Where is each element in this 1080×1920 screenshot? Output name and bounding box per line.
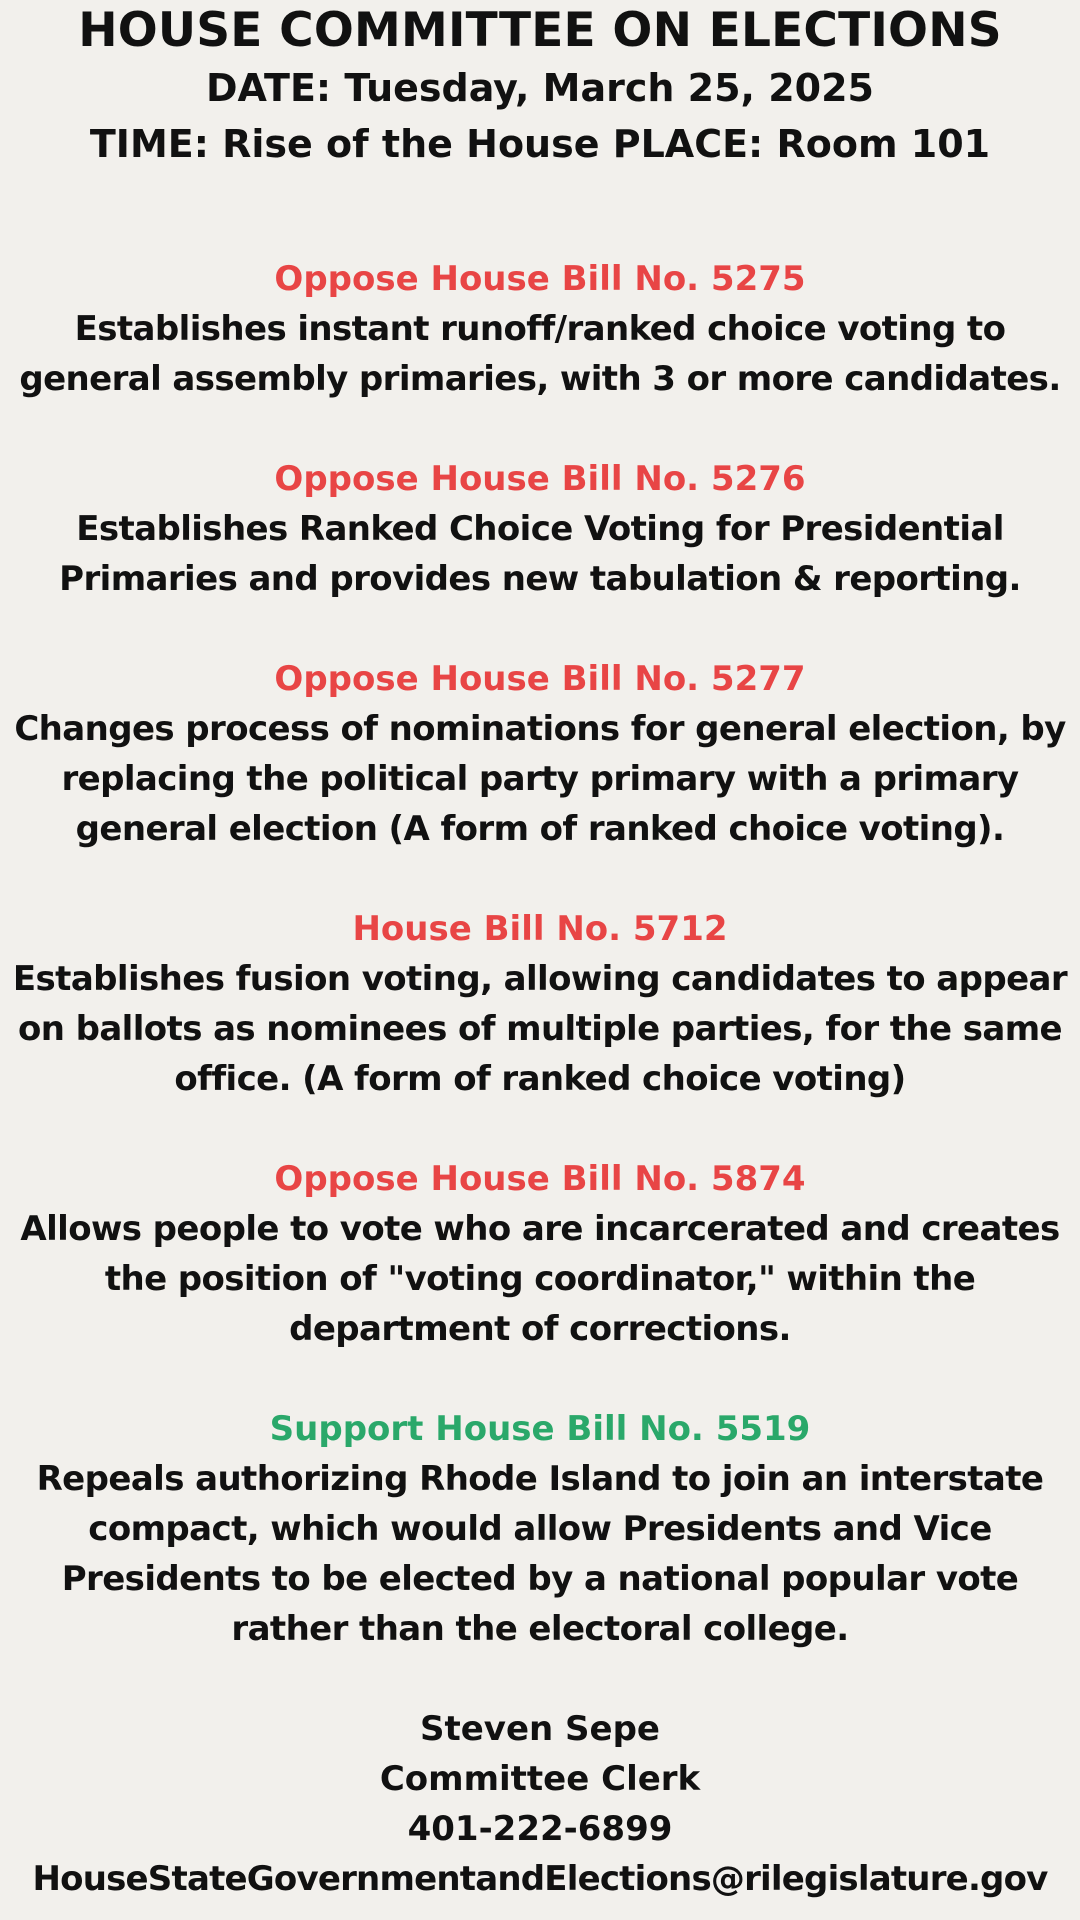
bill-description: Repeals authorizing Rhode Island to join an interstate compact, which would allow Presidents and Vice Presidents to be elected by a national popular vote rather than the electoral college. [36, 1459, 1044, 1649]
bill-title: House Bill No. 5712 [352, 909, 728, 949]
time-place-line: TIME: Rise of the House PLACE: Room 101 [89, 122, 991, 166]
bill-list [8, 254, 1072, 1654]
bill-description: Establishes fusion voting, allowing candidates to appear on ballots as nominees of multiple parties, for the same office. (A form of ranked choice voting) [12, 959, 1068, 1099]
bill-title: Oppose House Bill No. 5276 [274, 459, 806, 499]
bill-item-5277 [8, 654, 1072, 854]
bill-title: Oppose House Bill No. 5277 [274, 659, 806, 699]
bill-description: Establishes Ranked Choice Voting for Presidential Primaries and provides new tabulation & reporting. [59, 509, 1021, 599]
contact-block [8, 1704, 1072, 1904]
bill-title: Oppose House Bill No. 5874 [274, 1159, 806, 1199]
bill-description: Establishes instant runoff/ranked choice voting to general assembly primaries, with 3 or more candidates. [19, 309, 1061, 399]
bill-item-5712 [8, 904, 1072, 1104]
bill-item-5874 [8, 1154, 1072, 1354]
bill-item-5276 [8, 454, 1072, 604]
contact-name: Steven Sepe [419, 1709, 660, 1749]
date-line: DATE: Tuesday, March 25, 2025 [206, 66, 874, 110]
header [8, 0, 1072, 172]
bill-item-5275 [8, 254, 1072, 404]
bill-title: Oppose House Bill No. 5275 [274, 259, 806, 299]
contact-phone: 401-222-6899 [407, 1809, 673, 1849]
contact-email: HouseStateGovernmentandElections@rilegislature.gov [32, 1859, 1048, 1899]
contact-role: Committee Clerk [379, 1759, 701, 1799]
page-title: HOUSE COMMITTEE ON ELECTIONS [78, 3, 1002, 58]
bill-item-5519 [8, 1404, 1072, 1654]
bill-description: Allows people to vote who are incarcerated and creates the position of "voting coordinator," within the department of corrections. [20, 1209, 1060, 1349]
bill-title: Support House Bill No. 5519 [269, 1409, 811, 1449]
bill-description: Changes process of nominations for general election, by replacing the political party primary with a primary general election (A form of ranked choice voting). [14, 709, 1066, 849]
